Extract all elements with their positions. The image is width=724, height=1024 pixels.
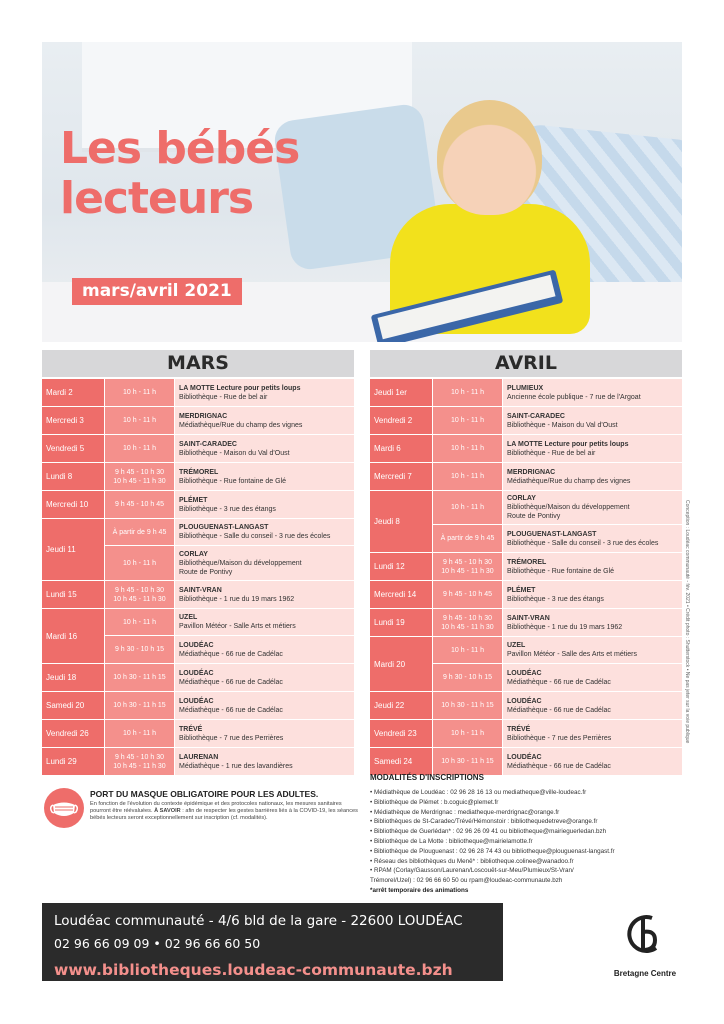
event-place xyxy=(174,720,354,747)
event-time xyxy=(432,664,502,691)
event-time xyxy=(104,664,174,691)
event-time-slot: 10 h - 11 h xyxy=(451,389,484,396)
page-title xyxy=(60,124,320,224)
day-events xyxy=(104,748,354,775)
event-time-slot: 10 h - 11 h xyxy=(123,417,156,424)
event-place-title: LOUDÉAC xyxy=(179,697,214,705)
day-label: Vendredi 26 xyxy=(42,720,104,747)
event-place-detail: Bibliothèque - Maison du Val d'Oust xyxy=(179,449,290,457)
event-place-detail: Médiathèque - 66 rue de Cadélac xyxy=(179,650,283,658)
event-time xyxy=(104,546,174,580)
event-place xyxy=(174,435,354,462)
day-row xyxy=(370,748,682,776)
event-place-detail: Médiathèque - 1 rue des lavandières xyxy=(179,762,293,770)
footer-phones: 02 96 66 09 09 • 02 96 66 60 50 xyxy=(54,936,261,951)
event-row xyxy=(104,720,354,747)
day-events xyxy=(104,609,354,663)
event-place xyxy=(502,463,682,490)
event-row xyxy=(104,664,354,691)
day-row xyxy=(370,637,682,692)
event-time-slot: 10 h - 11 h xyxy=(123,445,156,452)
inscription-item: • Réseau des bibliothèques du Menê* : bibliotheque.colinee@wanadoo.fr xyxy=(370,857,574,865)
page-subtitle: mars/avril 2021 xyxy=(72,278,242,305)
event-time xyxy=(432,553,502,580)
event-time-slot: 9 h 45 - 10 h 45 xyxy=(114,501,165,508)
event-time xyxy=(432,637,502,663)
event-time xyxy=(104,636,174,663)
event-time-slot: 10 h 45 - 11 h 30 xyxy=(113,477,166,485)
event-place-title: LA MOTTE Lecture pour petits loups xyxy=(507,440,629,448)
inscriptions-section xyxy=(370,773,682,895)
event-place-detail: Bibliothèque/Maison du développement xyxy=(179,559,302,567)
event-row xyxy=(104,692,354,719)
footer-address: Loudéac communauté - 4/6 bld de la gare - 22600 LOUDÉAC xyxy=(54,913,463,929)
day-label: Lundi 19 xyxy=(370,609,432,636)
event-row xyxy=(104,581,354,608)
bretagne-centre-logo-icon xyxy=(622,910,668,962)
event-row xyxy=(432,664,682,691)
credit-text: Conception : Loudéac communauté - fév. 2021 • Crédit photo : Shutterstock • Ne pas jeter sur la voie publique xyxy=(684,500,690,744)
event-time-slot: 10 h 45 - 11 h 30 xyxy=(441,567,494,575)
day-events xyxy=(104,664,354,691)
event-time-slot: 9 h 45 - 10 h 30 xyxy=(114,468,165,476)
event-time-slot: 10 h 45 - 11 h 30 xyxy=(113,762,166,770)
event-time-slot: 10 h - 11 h xyxy=(123,559,156,567)
day-row xyxy=(42,463,354,491)
event-row xyxy=(432,609,682,636)
event-place-detail: Bibliothèque - 7 rue des Perrières xyxy=(179,734,284,742)
event-place xyxy=(174,609,354,635)
day-label: Vendredi 2 xyxy=(370,407,432,434)
event-time-slot: 9 h 45 - 10 h 30 xyxy=(114,586,165,594)
month-header-avril: AVRIL xyxy=(370,350,682,377)
event-time xyxy=(432,463,502,490)
event-place-detail: Pavillon Météor - Salle Arts et métiers xyxy=(179,623,296,630)
mask-notice-title: PORT DU MASQUE OBLIGATOIRE POUR LES ADULTES. xyxy=(90,789,319,799)
mask-text-part2: : afin de respecter les gestes barrières liés à la COVID-19, les séances bébés lecteurs seront exceptionnellement sur inscription (cf. modalités). xyxy=(90,808,358,821)
event-time xyxy=(104,609,174,635)
inscription-item: • RPAM (Corlay/Gausson/Laurenan/Loscouët-sur-Meu/Plumieux/St-Vran/ xyxy=(370,867,574,875)
event-place-detail: Médiathèque/Rue du champ des vignes xyxy=(507,477,631,485)
event-time-slot: 9 h 45 - 10 h 45 xyxy=(442,591,493,598)
event-time-slot: 10 h 45 - 11 h 30 xyxy=(113,595,166,603)
event-place xyxy=(174,407,354,434)
event-place-title: MERDRIGNAC xyxy=(179,412,228,420)
event-time-slot: À partir de 9 h 45 xyxy=(440,535,495,542)
footer-contact xyxy=(42,903,503,981)
day-events xyxy=(432,609,682,636)
day-label: Lundi 8 xyxy=(42,463,104,490)
event-row xyxy=(432,407,682,434)
day-events xyxy=(104,435,354,462)
event-place xyxy=(174,748,354,775)
face-mask-icon xyxy=(44,788,84,828)
event-place-title: SAINT-CARADEC xyxy=(507,412,565,420)
day-row xyxy=(370,581,682,609)
event-row xyxy=(104,407,354,434)
event-time xyxy=(432,525,502,552)
event-row xyxy=(104,379,354,406)
event-place-title: PLOUGUENAST-LANGAST xyxy=(179,524,269,531)
event-time-slot: 10 h - 11 h xyxy=(123,618,156,626)
event-time xyxy=(432,609,502,636)
day-events xyxy=(104,407,354,434)
event-place-detail: Bibliothèque - Maison du Val d'Oust xyxy=(507,421,618,429)
inscriptions-title: MODALITÉS D'INSCRIPTIONS xyxy=(370,773,484,782)
hero-child-head xyxy=(437,100,542,215)
day-label: Jeudi 11 xyxy=(42,519,104,580)
event-place-title: PLÉMET xyxy=(507,586,536,594)
event-place-title: TRÉMOREL xyxy=(507,558,547,566)
day-row xyxy=(42,581,354,609)
schedule-avril xyxy=(370,350,682,776)
event-place-title: LOUDÉAC xyxy=(179,669,214,677)
day-events xyxy=(104,463,354,490)
event-place-title: LOUDÉAC xyxy=(507,753,542,761)
day-events xyxy=(104,581,354,608)
title-line-1: Les bébés xyxy=(60,123,300,174)
event-place-title: PLÉMET xyxy=(179,496,208,504)
event-place-detail: Bibliothèque - 1 rue du 19 mars 1962 xyxy=(179,595,295,603)
event-row xyxy=(432,491,682,525)
event-time-slot: 10 h - 11 h xyxy=(451,504,484,511)
day-events xyxy=(432,407,682,434)
event-place-detail: Bibliothèque - 3 rue des étangs xyxy=(507,595,604,603)
event-place-detail: Médiathèque - 66 rue de Cadélac xyxy=(179,678,283,686)
event-place-detail: Médiathèque - 66 rue de Cadélac xyxy=(507,678,611,686)
event-place xyxy=(174,546,354,580)
event-row xyxy=(432,748,682,775)
event-row xyxy=(432,553,682,580)
event-place xyxy=(502,379,682,406)
footer-website-link[interactable]: www.bibliotheques.loudeac-communaute.bzh xyxy=(54,961,453,979)
event-row xyxy=(432,720,682,747)
day-label: Mardi 2 xyxy=(42,379,104,406)
day-row xyxy=(42,664,354,692)
day-row xyxy=(370,491,682,553)
event-place xyxy=(502,581,682,608)
event-place-title: SAINT-VRAN xyxy=(179,586,222,594)
event-place-title: LOUDÉAC xyxy=(507,669,542,677)
day-label: Mardi 20 xyxy=(370,637,432,691)
event-place xyxy=(502,435,682,462)
event-place-title: TRÉMOREL xyxy=(179,468,219,476)
day-events xyxy=(104,692,354,719)
day-label: Vendredi 5 xyxy=(42,435,104,462)
event-row xyxy=(432,692,682,719)
event-row xyxy=(104,491,354,518)
event-place-title: LAURENAN xyxy=(179,753,219,761)
event-place xyxy=(502,637,682,663)
event-row xyxy=(432,463,682,490)
mask-text-part1: En fonction de l'évolution du contexte épidémique et des protocoles nationaux, les mesures sanitaires pourront être réévaluées. xyxy=(90,801,342,814)
event-place-title: PLOUGUENAST-LANGAST xyxy=(507,530,597,538)
event-time-slot: À partir de 9 h 45 xyxy=(112,528,167,536)
event-place-detail: Bibliothèque - Rue de bel air xyxy=(179,393,268,401)
event-row xyxy=(432,435,682,462)
day-label: Jeudi 22 xyxy=(370,692,432,719)
day-label: Samedi 24 xyxy=(370,748,432,775)
inscription-item: • Bibliothèque de Guerlédan* : 02 96 26 09 41 ou bibliotheque@mairieguerledan.bzh xyxy=(370,828,607,836)
title-line-2: lecteurs xyxy=(60,173,254,224)
event-row xyxy=(104,546,354,580)
event-place xyxy=(174,636,354,663)
event-time xyxy=(432,720,502,747)
event-place xyxy=(502,664,682,691)
event-place-detail: Bibliothèque - Salle du conseil - 3 rue des écoles xyxy=(179,533,331,540)
day-label: Lundi 29 xyxy=(42,748,104,775)
event-place-title: UZEL xyxy=(179,614,198,621)
event-place-title: SAINT-CARADEC xyxy=(179,440,237,448)
event-place xyxy=(174,581,354,608)
day-label: Jeudi 18 xyxy=(42,664,104,691)
schedule-mars xyxy=(42,350,354,776)
day-label: Mercredi 14 xyxy=(370,581,432,608)
event-time xyxy=(432,379,502,406)
event-row xyxy=(432,637,682,664)
day-row xyxy=(370,435,682,463)
inscription-item: • Médiathèque de Merdrignac : mediatheque-merdrignac@orange.fr xyxy=(370,808,560,816)
inscription-item: • Bibliothèque de Plémet : b.coguic@plemet.fr xyxy=(370,798,499,806)
day-row xyxy=(42,519,354,581)
event-place xyxy=(174,491,354,518)
event-time xyxy=(104,463,174,490)
event-place-detail: Bibliothèque - Rue fontaine de Glé xyxy=(507,567,615,575)
event-place xyxy=(502,407,682,434)
event-time-slot: 10 h - 11 h xyxy=(451,646,484,654)
event-place-detail: Route de Pontivy xyxy=(179,568,233,576)
event-time xyxy=(432,692,502,719)
inscriptions-list xyxy=(370,788,682,886)
event-place xyxy=(502,553,682,580)
event-place xyxy=(174,519,354,545)
day-label: Lundi 15 xyxy=(42,581,104,608)
event-time-slot: 10 h 30 - 11 h 15 xyxy=(441,702,494,709)
day-row xyxy=(42,379,354,407)
brand-logo xyxy=(605,910,685,978)
event-row xyxy=(432,379,682,406)
event-place xyxy=(174,463,354,490)
event-place-title: TRÉVÉ xyxy=(507,725,531,733)
event-place-detail: Médiathèque - 66 rue de Cadélac xyxy=(507,762,611,770)
event-time-slot: 9 h 30 - 10 h 15 xyxy=(442,674,493,681)
day-events xyxy=(432,463,682,490)
event-place-detail: Bibliothèque - Salle du conseil - 3 rue des écoles xyxy=(507,539,659,547)
inscription-item: • Médiathèque de Loudéac : 02 96 28 16 13 ou mediatheque@ville-loudeac.fr xyxy=(370,789,587,796)
event-time xyxy=(104,720,174,747)
event-time-slot: 9 h 45 - 10 h 30 xyxy=(114,753,165,761)
event-place-detail: Bibliothèque - Rue fontaine de Glé xyxy=(179,477,287,485)
event-place-detail: Ancienne école publique - 7 rue de l'Argoat xyxy=(507,393,641,401)
mask-text-bold: À SAVOIR xyxy=(154,808,181,814)
day-label: Jeudi 8 xyxy=(370,491,432,552)
month-header-mars: MARS xyxy=(42,350,354,377)
day-row xyxy=(370,407,682,435)
day-row xyxy=(42,748,354,776)
event-place xyxy=(502,491,682,524)
event-place-title: PLUMIEUX xyxy=(507,384,544,392)
day-events xyxy=(432,581,682,608)
day-row xyxy=(370,720,682,748)
day-events xyxy=(104,491,354,518)
event-time xyxy=(104,748,174,775)
inscriptions-note: *arrêt temporaire des animations xyxy=(370,886,469,894)
day-row xyxy=(370,609,682,637)
day-events xyxy=(432,435,682,462)
day-events xyxy=(104,519,354,580)
event-time-slot: 10 h - 11 h xyxy=(451,417,484,424)
event-place-detail: Médiathèque/Rue du champ des vignes xyxy=(179,421,303,429)
event-time-slot: 9 h 45 - 10 h 30 xyxy=(442,558,493,566)
event-place-title: LOUDÉAC xyxy=(179,641,214,649)
day-row xyxy=(370,553,682,581)
event-time xyxy=(432,581,502,608)
event-time-slot: 10 h - 11 h xyxy=(451,445,484,452)
event-place-title: CORLAY xyxy=(179,550,208,558)
event-place xyxy=(174,664,354,691)
day-row xyxy=(42,609,354,664)
event-time xyxy=(432,407,502,434)
event-row xyxy=(432,581,682,608)
event-row xyxy=(104,519,354,546)
inscription-item: Trémorel/Uzel) : 02 96 66 60 50 ou rpam@loudeac-communaute.bzh xyxy=(370,877,563,885)
event-time xyxy=(432,435,502,462)
day-row xyxy=(42,720,354,748)
day-row xyxy=(370,463,682,491)
event-time-slot: 10 h - 11 h xyxy=(451,730,484,737)
day-events xyxy=(432,720,682,747)
event-time xyxy=(104,519,174,545)
event-place-detail: Pavillon Météor - Salle des Arts et métiers xyxy=(507,651,637,658)
event-place-detail: Bibliothèque/Maison du développement xyxy=(507,504,630,511)
day-label: Mardi 16 xyxy=(42,609,104,663)
event-time xyxy=(104,379,174,406)
event-time xyxy=(104,581,174,608)
day-events xyxy=(432,637,682,691)
brand-name: Bretagne Centre xyxy=(613,969,677,978)
day-events xyxy=(432,553,682,580)
day-events xyxy=(432,748,682,775)
event-time-slot: 9 h 45 - 10 h 30 xyxy=(442,614,493,622)
day-events xyxy=(432,692,682,719)
day-row xyxy=(42,692,354,720)
event-place xyxy=(502,525,682,552)
day-label: Lundi 12 xyxy=(370,553,432,580)
event-place xyxy=(174,692,354,719)
event-row xyxy=(432,525,682,552)
event-time xyxy=(104,407,174,434)
schedule-rows-mars xyxy=(42,379,354,776)
event-time-slot: 10 h - 11 h xyxy=(123,389,156,396)
day-row xyxy=(370,692,682,720)
day-label: Mercredi 10 xyxy=(42,491,104,518)
inscription-item: • Bibliothèque de Plouguenast : 02 96 28 74 43 ou bibliotheque@plouguenast-langast.fr xyxy=(370,847,615,855)
day-row xyxy=(42,491,354,519)
event-row xyxy=(104,435,354,462)
event-place-detail: Bibliothèque - 7 rue des Perrières xyxy=(507,734,612,742)
day-label: Mercredi 3 xyxy=(42,407,104,434)
day-label: Mercredi 7 xyxy=(370,463,432,490)
event-time-slot: 10 h 30 - 11 h 15 xyxy=(113,674,166,681)
event-time-slot: 10 h - 11 h xyxy=(451,473,484,480)
event-time-slot: 10 h - 11 h xyxy=(123,730,156,737)
event-row xyxy=(104,463,354,490)
day-events xyxy=(432,491,682,552)
day-row xyxy=(42,435,354,463)
event-time-slot: 10 h 30 - 11 h 15 xyxy=(113,702,166,709)
event-place-title: UZEL xyxy=(507,642,526,649)
day-label: Jeudi 1er xyxy=(370,379,432,406)
event-place xyxy=(174,379,354,406)
event-row xyxy=(104,748,354,775)
day-label: Mardi 6 xyxy=(370,435,432,462)
event-time xyxy=(104,491,174,518)
inscription-item: • Bibliothèque de La Motte : bibliotheque@mairielamotte.fr xyxy=(370,837,533,845)
event-place-detail: Médiathèque - 66 rue de Cadélac xyxy=(179,706,283,714)
event-place-title: LOUDÉAC xyxy=(507,697,542,705)
event-time xyxy=(432,491,502,524)
mask-notice-text xyxy=(90,801,360,822)
event-row xyxy=(104,609,354,636)
schedule-rows-avril xyxy=(370,379,682,776)
day-events xyxy=(432,379,682,406)
event-place xyxy=(502,748,682,775)
day-label: Vendredi 23 xyxy=(370,720,432,747)
event-time xyxy=(432,748,502,775)
event-time-slot: 10 h 30 - 11 h 15 xyxy=(441,758,494,765)
event-place-detail: Médiathèque - 66 rue de Cadélac xyxy=(507,706,611,714)
event-time-slot: 9 h 30 - 10 h 15 xyxy=(114,646,165,653)
event-time xyxy=(104,692,174,719)
day-events xyxy=(104,379,354,406)
event-place-title: CORLAY xyxy=(507,495,536,502)
event-place-title: MERDRIGNAC xyxy=(507,468,556,476)
event-place-detail: Bibliothèque - Rue de bel air xyxy=(507,449,596,457)
event-time-slot: 10 h 45 - 11 h 30 xyxy=(441,623,494,631)
event-place-title: SAINT-VRAN xyxy=(507,614,550,622)
event-time xyxy=(104,435,174,462)
day-row xyxy=(370,379,682,407)
event-place-detail: Bibliothèque - 3 rue des étangs xyxy=(179,505,276,513)
event-place xyxy=(502,609,682,636)
event-place-title: TRÉVÉ xyxy=(179,725,203,733)
day-label: Samedi 20 xyxy=(42,692,104,719)
event-place xyxy=(502,692,682,719)
event-place-detail: Bibliothèque - 1 rue du 19 mars 1962 xyxy=(507,623,623,631)
event-row xyxy=(104,636,354,663)
day-events xyxy=(104,720,354,747)
event-place-title: LA MOTTE Lecture pour petits loups xyxy=(179,384,301,392)
event-place-detail: Route de Pontivy xyxy=(507,513,561,520)
event-place xyxy=(502,720,682,747)
inscription-item: • Bibliothèques de St-Caradec/Trévé/Hémonstoir : bibliothequedetreve@orange.fr xyxy=(370,818,598,826)
day-row xyxy=(42,407,354,435)
